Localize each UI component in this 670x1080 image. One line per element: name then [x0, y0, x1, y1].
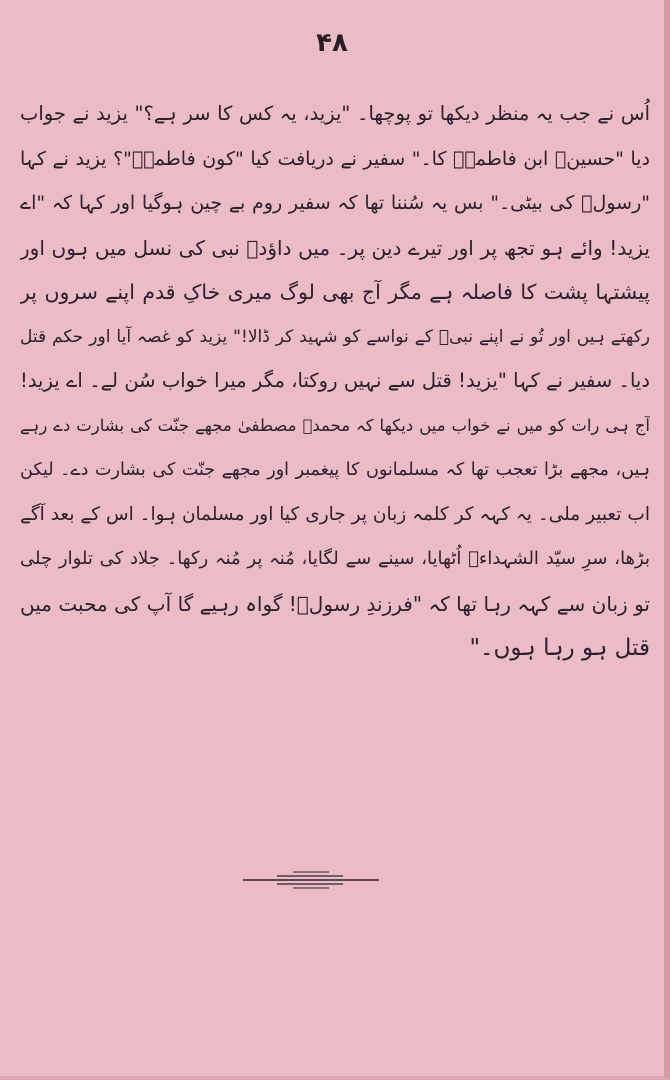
text-line: ہیں، مجھے بڑا تعجب تھا کہ مسلمانوں کا پیغمبر اور مجھے جنّت کی بشارت دے۔ لیکن	[20, 460, 650, 480]
text-line: اُس نے جب یہ منظر دیکھا تو پوچھا۔ "یزید، یہ کس کا سر ہے؟" یزید نے جواب	[20, 102, 650, 125]
text-line: یزید! وائے ہو تجھ پر اور تیرے دین پر۔ میں داؤدؑ نبی کی نسل میں ہوں اور	[20, 235, 650, 260]
text-line: پیشتہا پشت کا فاصلہ ہے مگر آج بھی لوگ میری خاکِ قدم اپنے سروں پر	[20, 280, 650, 304]
text-line: آج ہی رات کو میں نے خواب میں دیکھا کہ محمدؐ مصطفیٰ مجھے جنّت کی بشارت دے رہے	[20, 415, 650, 435]
text-line: تو زبان سے کہہ رہا تھا کہ "فرزندِ رسولؐ! گواہ رہیے گا آپ کی محبت میں	[20, 591, 650, 616]
text-line: رکھتے ہیں اور تُو نے اپنے نبیؐ کے نواسے کو شہید کر ڈالا!" یزید کو غصہ آیا اور حکم قتل	[20, 326, 650, 347]
text-line: دیا "حسینؑ ابن فاطمہؑ کا۔" سفیر نے دریافت کیا "کون فاطمہؑ"؟ یزید نے کہا	[20, 147, 650, 170]
end-ornament	[243, 868, 379, 892]
text-body	[20, 92, 650, 671]
text-line: "رسولؐ کی بیٹی۔" بس یہ سُننا تھا کہ سفیر روم بے چین ہوگیا اور کہا کہ "اے	[20, 192, 650, 214]
text-line: اب تعبیر ملی۔ یہ کہہ کر کلمہ زبان پر جاری کیا اور مسلمان ہوا۔ اس کے بعد آگے	[20, 503, 650, 525]
text-line: قتل ہو رہا ہوں۔"	[469, 635, 650, 661]
text-line: دیا۔ سفیر نے کہا "یزید! قتل سے نہیں روکتا، مگر میرا خواب سُن لے۔ اے یزید!	[20, 369, 650, 392]
text-line: بڑھا، سرِ سیّد الشہداءؑ اُٹھایا، سینے سے لگایا، مُنہ پر مُنہ رکھا۔ جلاد کی تلوار چلی	[20, 548, 650, 569]
page-number: ۴۸	[316, 28, 348, 58]
